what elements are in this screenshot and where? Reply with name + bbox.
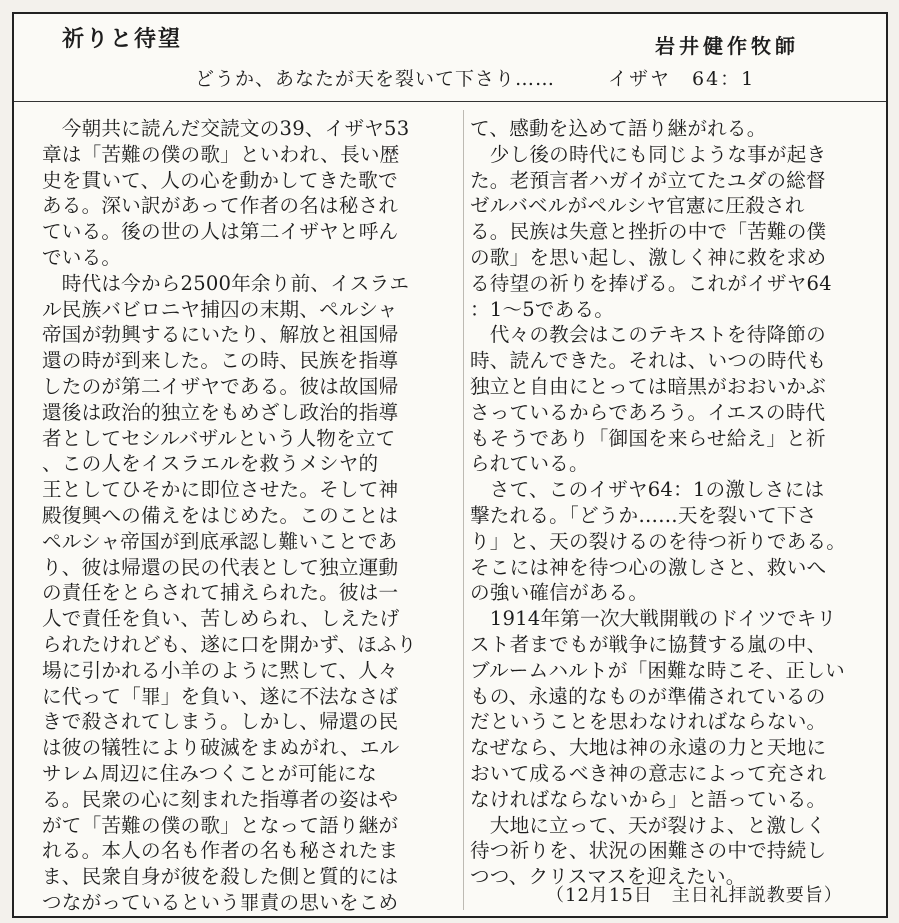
text-line: ル民族バビロニヤ捕囚の末期、ペルシャ (42, 297, 398, 321)
text-line: ペルシャ帝国が到底承認し難いことであ (42, 529, 398, 553)
text-line: でいる。 (42, 245, 122, 269)
text-line: られたけれども、遂に口を開かず、ほふり (42, 632, 417, 656)
text-line: ま、民衆自身が彼を殺した側と質的には (42, 865, 399, 889)
scripture-reference: イザヤ 64：1 (608, 68, 756, 90)
text-line: 史を貫いて、人の心を動かしてきた歌で (42, 168, 398, 192)
text-line: さっているからであろう。イエスの時代 (470, 400, 826, 424)
text-line: おいて成るべき神の意志によって充され (470, 761, 827, 785)
text-line: 時代は今から2500年余り前、イスラエ (42, 271, 410, 295)
text-line: の歌」を思い起し、激しく神に救を求め (470, 245, 827, 269)
text-line: に代って「罪」を負い、遂に不法なさば (42, 684, 399, 708)
header-rule (14, 101, 886, 102)
text-line: り、彼は帰還の民の代表として独立運動 (42, 555, 399, 579)
text-line: ブルームハルトが「困難な時こそ、正しい (470, 658, 845, 682)
text-line: り」と、天の裂けるのを待つ祈りである。 (470, 529, 847, 553)
text-line: がて「苦難の僕の歌」となって語り継が (42, 813, 399, 837)
text-line: 還後は政治的独立をもめざし政治的指導 (42, 400, 399, 424)
text-line: きで殺されてしまう。しかし、帰還の民 (42, 710, 399, 734)
scripture-quote: どうか、あなたが天を裂いて下さり…… (195, 68, 556, 90)
text-line: つつ、クリスマスを迎えたい。 (470, 865, 746, 889)
text-line: さて、このイザヤ64：1の激しさには (470, 478, 825, 502)
text-line: したのが第二イザヤである。彼は故国帰 (42, 374, 399, 398)
text-line: る待望の祈りを捧げる。これがイザヤ64 (470, 271, 832, 295)
column-divider (463, 110, 464, 910)
right-column (470, 116, 870, 890)
text-line: 撃たれる。「どうか……天を裂いて下さ (470, 503, 817, 527)
text-line: た。老預言者ハガイが立てたユダの総督 (470, 168, 826, 192)
text-line: 還の時が到来した。この時、民族を指導 (42, 349, 399, 373)
text-line: の強い確信がある。 (470, 581, 649, 605)
text-line: 、この人をイスラエルを救うメシヤ的 (42, 452, 379, 476)
text-line: 待つ祈りを、状況の困難さの中で持続し (470, 839, 827, 863)
text-line: の責任をとらされて捕えられた。彼は一 (42, 581, 399, 605)
text-line: もそうであり「御国を来らせ給え」と祈 (470, 426, 826, 450)
text-line: られている。 (470, 452, 589, 476)
text-line: ている。後の世の人は第二イザヤと呼ん (42, 220, 399, 244)
text-line: サレム周辺に住みつくことが可能にな (42, 761, 377, 785)
text-line: ある。深い訳があって作者の名は秘され (42, 194, 399, 218)
text-line: 人で責任を負い、苦しめられ、しえたげ (42, 607, 400, 631)
text-line: 独立と自由にとっては暗黒がおおいかぶ (470, 374, 826, 398)
text-line: 1914年第一次大戦開戦のドイツでキリ (470, 607, 837, 631)
text-line: だということを思わなければならない。 (470, 710, 827, 734)
text-line: なぜなら、大地は神の永遠の力と天地に (470, 736, 827, 760)
text-line: つながっているという罪責の思いをこめ (42, 890, 399, 914)
text-line: 少し後の時代にも同じような事が起き (470, 142, 827, 166)
author-name: 岩井健作牧師 (655, 34, 799, 58)
text-line: 者としてセシルバザルという人物を立て (42, 426, 396, 450)
text-line: て、感動を込めて語り継がれる。 (470, 117, 767, 140)
text-line: る。民族は失意と挫折の中で「苦難の僕 (470, 220, 827, 244)
text-line: れる。本人の名も作者の名も秘されたま (42, 839, 399, 863)
article-title: 祈りと待望 (62, 27, 183, 52)
text-line: 大地に立って、天が裂けよ、と激しく (470, 813, 826, 837)
text-line: ：1～5である。 (470, 297, 615, 321)
left-column (42, 116, 462, 916)
text-line: 殿復興への備えをはじめた。このことは (42, 503, 399, 527)
text-line: 時、読んできた。それは、いつの時代も (470, 349, 827, 373)
text-line: ゼルバベルがペルシヤ官憲に圧殺され (470, 194, 805, 218)
text-line: 代々の教会はこのテキストを待降節の (470, 323, 826, 347)
text-line: スト者までもが戦争に協賛する嵐の中、 (470, 632, 827, 656)
text-line: 帝国が勃興するにいたり、解放と祖国帰 (42, 323, 399, 347)
text-line: 場に引かれる小羊のように黙して、人々 (42, 658, 398, 682)
text-line: もの、永遠的なものが準備されているの (470, 684, 826, 708)
text-line: なければならないから」と語っている。 (470, 787, 827, 811)
text-line: 今朝共に読んだ交読文の39、イザヤ53 (42, 117, 410, 140)
text-line: る。民衆の心に刻まれた指導者の姿はや (42, 787, 399, 811)
text-line: 王としてひそかに即位させた。そして神 (42, 478, 399, 502)
text-line: そこには神を待つ心の激しさと、救いへ (470, 555, 827, 579)
text-line: は彼の犠牲により破滅をまぬがれ、エル (42, 736, 400, 760)
text-line: 章は「苦難の僕の歌」といわれ、長い歴 (42, 142, 400, 166)
sermon-date-note: （12月15日 主日礼拝説教要旨） (546, 885, 843, 906)
